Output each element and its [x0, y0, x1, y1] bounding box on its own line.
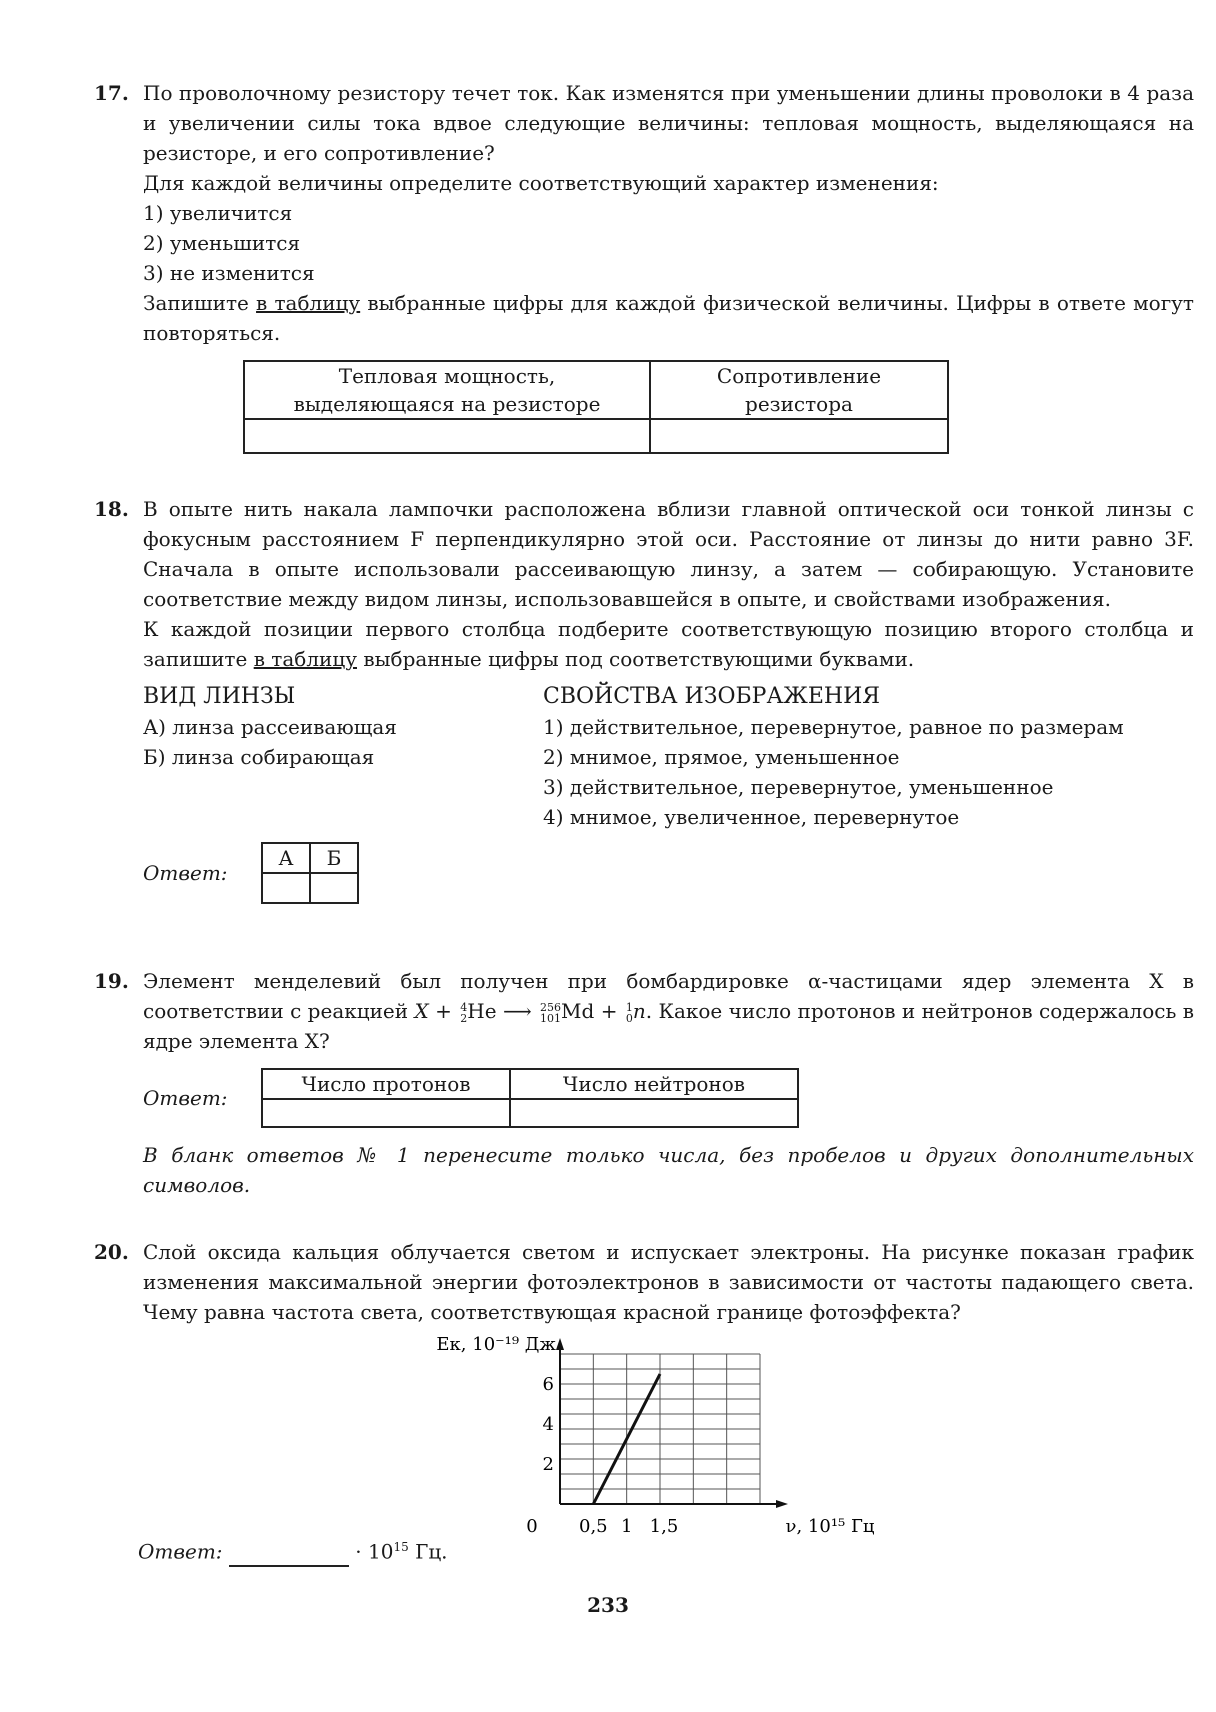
question-number: 18. — [94, 497, 129, 521]
answer-label: Ответ: — [138, 1539, 223, 1564]
answer-cell[interactable] — [262, 873, 310, 903]
x-tick-label: 1,5 — [649, 1516, 679, 1537]
matching-columns — [143, 682, 1194, 832]
question-instruction: Для каждой величины определите соответствующий характер изменения: — [143, 171, 939, 195]
answer-row — [138, 1532, 448, 1567]
question-instruction: К каждой позиции первого столбца подберите соответствующую позицию второго столбца и запишите в таблицу выбранные цифры под соответствующими буквами. — [143, 617, 1194, 671]
answer-cell[interactable] — [262, 1099, 510, 1127]
y-axis-label: Eк, 10⁻¹⁹ Дж — [436, 1334, 556, 1355]
table-header: А — [262, 843, 310, 873]
table-header: Сопротивление резистора — [650, 361, 948, 419]
y-tick-label: 2 — [542, 1454, 554, 1475]
question-text: По проволочному резистору течет ток. Как изменятся при уменьшении длины проволоки в 4 раза и увеличении силы тока вдвое следующие величины: тепловая мощность, выделяющаяся на резисторе, и его сопротивление? — [143, 81, 1194, 165]
answer-table — [243, 360, 949, 454]
answer-input[interactable] — [229, 1541, 349, 1567]
answer-cell[interactable] — [510, 1099, 798, 1127]
question-number: 20. — [94, 1240, 129, 1264]
page-number: 233 — [587, 1593, 629, 1617]
answer-row — [143, 1068, 1194, 1128]
answer-suffix: · 10 — [355, 1539, 394, 1564]
y-tick-label: 4 — [542, 1414, 554, 1435]
answer-unit: Гц. — [408, 1539, 448, 1564]
answer-exponent: 15 — [393, 1540, 409, 1554]
question-17 — [94, 78, 1194, 454]
question-number: 17. — [94, 81, 129, 105]
question-20 — [94, 1237, 1194, 1327]
options-list — [143, 198, 1194, 288]
question-text: Элемент менделевий был получен при бомбардировке α-частицами ядер элемента X в соответствии с реакцией X + 4 2 He ⟶ 256 101 Md + 1 0 n. Какое число протонов и нейтронов содержалось в ядре элемента X? — [143, 969, 1194, 1053]
question-text: В опыте нить накала лампочки расположена вблизи главной оптической оси тонкой линзы с фокусным расстоянием F перпендикулярно этой оси. Расстояние от линзы до нити равно 3F. Сначала в опыте использовали рассеивающую линзу, а затем — собирающую. Установите соответствие между видом линзы, использовавшейся в опыте, и свойствами изображения. — [143, 497, 1194, 611]
x-tick-label: 0,5 — [579, 1516, 608, 1537]
y-tick-label: 6 — [542, 1374, 554, 1395]
option-item: 3) не изменится — [143, 261, 315, 285]
answer-note: В бланк ответов № 1 перенесите только числа, без пробелов и других дополнительных символов. — [143, 1143, 1194, 1197]
column-item: А) линза рассеивающая — [143, 715, 397, 739]
write-instruction: Запишите в таблицу выбранные цифры для каждой физической величины. Цифры в ответе могут повторяться. — [143, 291, 1194, 345]
x-tick-label: 1 — [620, 1516, 633, 1537]
table-header: Число нейтронов — [510, 1069, 798, 1099]
question-number: 19. — [94, 969, 129, 993]
column-item: 1) действительное, перевернутое, равное по размерам — [543, 715, 1124, 739]
photoeffect-chart — [420, 1334, 875, 1537]
question-19 — [94, 966, 1194, 1200]
column-item: 2) мнимое, прямое, уменьшенное — [543, 745, 900, 769]
table-header: Число протонов — [262, 1069, 510, 1099]
table-header: Б — [310, 843, 358, 873]
answer-cell[interactable] — [244, 419, 650, 453]
option-item: 1) увеличится — [143, 201, 293, 225]
table-header: Тепловая мощность, выделяющаяся на резисторе — [244, 361, 650, 419]
question-text: Слой оксида кальция облучается светом и испускает электроны. На рисунке показан график изменения максимальной энергии фотоэлектронов в зависимости от частоты падающего света. Чему равна частота света, соответствующая красной границе фотоэффекта? — [143, 1240, 1194, 1324]
nuclear-reaction: X + 4 2 He ⟶ 256 101 Md + 1 0 n — [414, 999, 646, 1025]
lens-column — [143, 682, 543, 832]
option-item: 2) уменьшится — [143, 231, 301, 255]
answer-table — [261, 1068, 799, 1128]
x-axis-arrow-icon — [776, 1500, 788, 1508]
y-axis-arrow-icon — [556, 1338, 564, 1350]
arrow-icon: ⟶ — [502, 999, 532, 1023]
column-item: 4) мнимое, увеличенное, перевернутое — [543, 805, 960, 829]
answer-table — [261, 842, 359, 904]
column-item: Б) линза собирающая — [143, 745, 375, 769]
column-heading: ВИД ЛИНЗЫ — [143, 684, 296, 709]
answer-label: Ответ: — [143, 1086, 228, 1110]
x-axis-label: ν, 10¹⁵ Гц — [785, 1516, 875, 1537]
column-item: 3) действительное, перевернутое, уменьшенное — [543, 775, 1054, 799]
answer-cell[interactable] — [650, 419, 948, 453]
column-heading: СВОЙСТВА ИЗОБРАЖЕНИЯ — [543, 684, 881, 709]
x-tick-label: 0 — [526, 1516, 538, 1537]
answer-row — [143, 842, 1194, 904]
question-18 — [94, 494, 1194, 904]
image-properties-column — [543, 682, 1183, 832]
answer-label: Ответ: — [143, 861, 228, 885]
answer-cell[interactable] — [310, 873, 358, 903]
